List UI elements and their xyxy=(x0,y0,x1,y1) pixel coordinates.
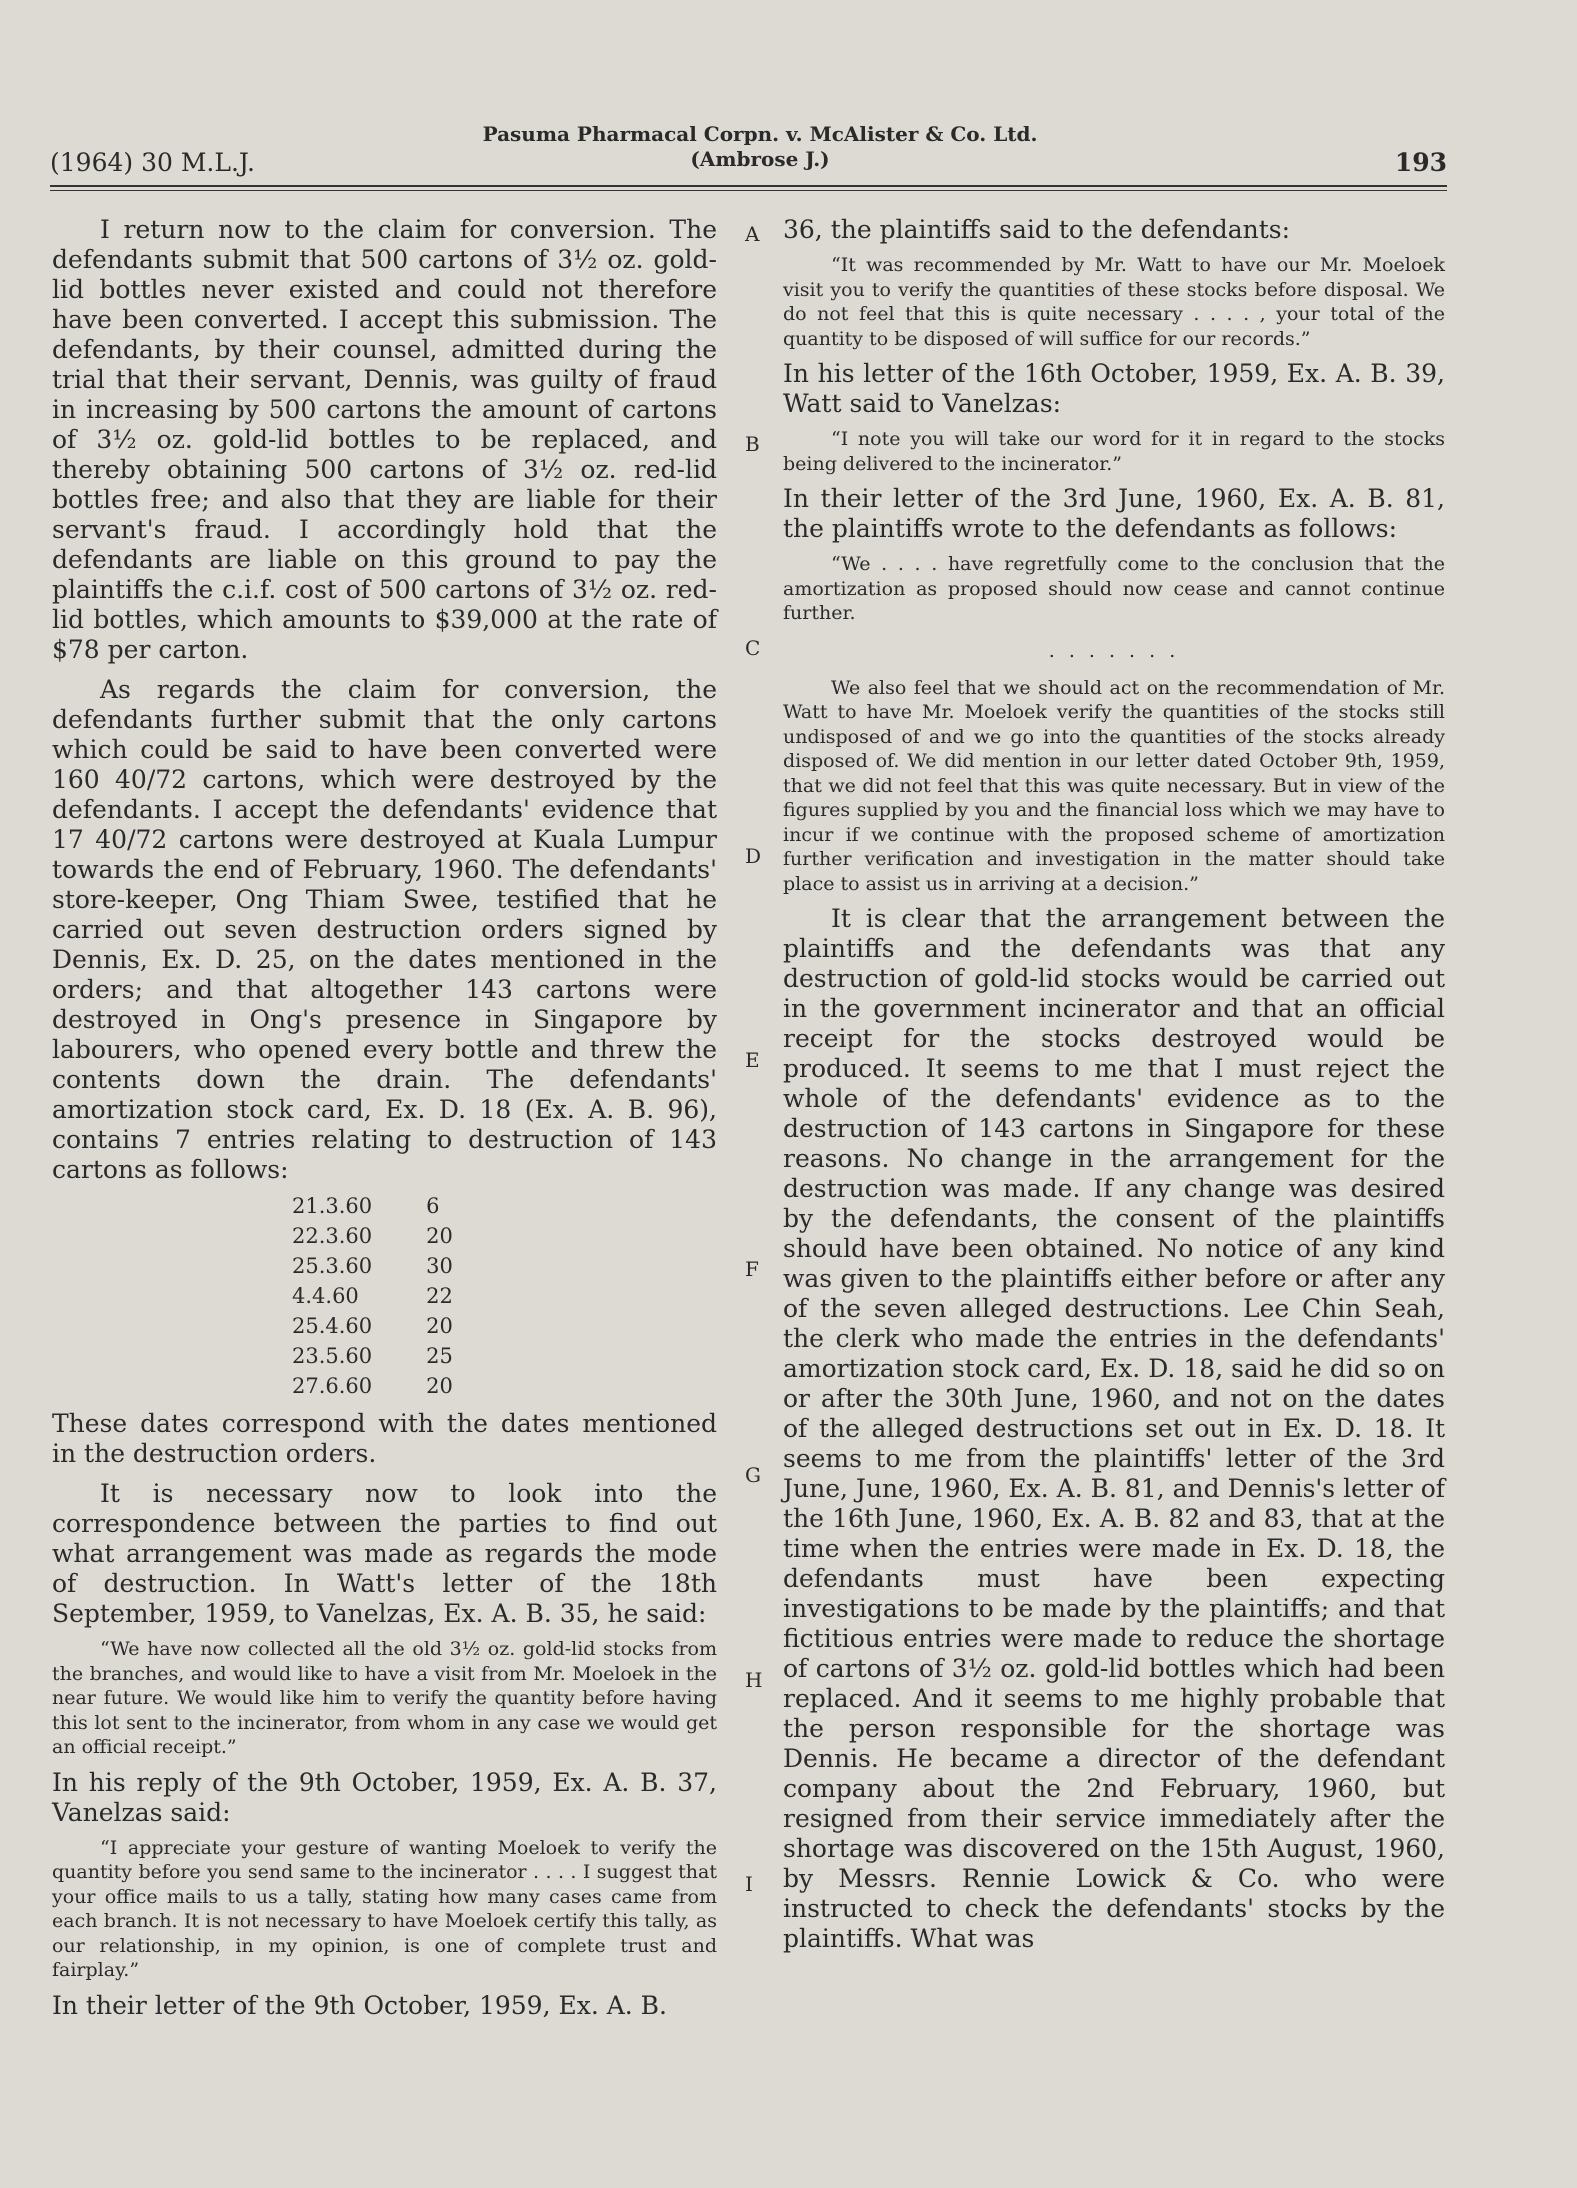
block-quote: “We . . . . have regretfully come to the conclusion that the amortization as proposed should now cease and cannot continue further. xyxy=(783,553,1445,624)
margin-letter-g: G xyxy=(745,1463,761,1487)
count-cell: 20 xyxy=(426,1224,453,1248)
date-cell: 4.4.60 xyxy=(292,1284,359,1308)
date-cell: 27.6.60 xyxy=(292,1374,373,1398)
header-rule xyxy=(50,185,1447,191)
count-cell: 20 xyxy=(426,1314,453,1338)
date-cell: 23.5.60 xyxy=(292,1344,373,1368)
margin-letter-b: B xyxy=(745,432,760,456)
table-row xyxy=(292,1251,453,1281)
margin-letter-d: D xyxy=(745,844,762,868)
destruction-dates-table xyxy=(292,1191,453,1401)
paragraph: It is necessary now to look into the correspondence between the parties to find out what arrangement was made as regards the mode of destruction. In Watt's letter of the 18th September, 1959, to Vanelzas, Ex. A. B. 35, he said: xyxy=(52,1479,717,1628)
margin-letter-e: E xyxy=(745,1048,760,1072)
count-cell: 20 xyxy=(426,1374,453,1398)
date-cell: 25.3.60 xyxy=(292,1254,373,1278)
count-cell: 22 xyxy=(426,1284,453,1308)
table-row xyxy=(292,1341,453,1371)
count-cell: 25 xyxy=(426,1344,453,1368)
paragraph: As regards the claim for conversion, the defendants further submit that the only cartons which could be said to have been converted were 160 40/72 cartons, which were destroyed by the defendants. I accept the defendants' evidence that 17 40/72 cartons were destroyed at Kuala Lumpur towards the end of February, 1960. The defendants' store-keeper, Ong Thiam Swee, testified that he carried out seven destruction orders signed by Dennis, Ex. D. 25, on the dates mentioned in the orders; and that altogether 143 cartons were destroyed in Ong's presence in Singapore by labourers, who opened every bottle and threw the contents down the drain. The defendants' amortization stock card, Ex. D. 18 (Ex. A. B. 96), contains 7 entries relating to destruction of 143 cartons as follows: xyxy=(52,675,717,1184)
paragraph: 36, the plaintiffs said to the defendants: xyxy=(783,215,1291,244)
page-number: 193 xyxy=(1394,148,1447,177)
page-header xyxy=(50,108,1447,188)
paragraph: I return now to the claim for conversion. The defendants submit that 500 cartons of 3½ oz. gold-lid bottles never existed and could not therefore have been converted. I accept this submission. The defendants, by their counsel, admitted during the trial that their servant, Dennis, was guilty of fraud in increasing by 500 cartons the amount of cartons of 3½ oz. gold-lid bottles to be replaced, and thereby obtaining 500 cartons of 3½ oz. red-lid bottles free; and also that they are liable for their servant's fraud. I accordingly hold that the defendants are liable on this ground to pay the plaintiffs the c.i.f. cost of 500 cartons of 3½ oz. red-lid bottles, which amounts to $39,000 at the rate of $78 per carton. xyxy=(52,215,717,664)
block-quote: “I note you will take our word for it in regard to the stocks being delivered to the incinerator.” xyxy=(783,428,1445,475)
block-quote: “We have now collected all the old 3½ oz. gold-lid stocks from the branches, and would like to have a visit from Mr. Moeloek in the near future. We would like him to verify the quantity before having this lot sent to the incinerator, from whom in any case we would get an official receipt.” xyxy=(52,1638,717,1758)
ellipsis-dots: . . . . . . . xyxy=(1048,639,1180,662)
margin-letter-c: C xyxy=(745,636,761,660)
case-title: Pasuma Pharmacal Corpn. v. McAlister & Co. Ltd. xyxy=(482,122,1038,146)
table-row xyxy=(292,1191,453,1221)
date-cell: 21.3.60 xyxy=(292,1194,373,1218)
table-row xyxy=(292,1281,453,1311)
margin-letter-f: F xyxy=(745,1257,759,1281)
block-quote: “It was recommended by Mr. Watt to have our Mr. Moeloek visit you to verify the quantities of these stocks before disposal. We do not feel that this is quite necessary . . . . , your total of the quantity to be disposed of will suffice for our records.” xyxy=(783,254,1445,350)
block-quote: “I appreciate your gesture of wanting Moeloek to verify the quantity before you send same to the incinerator . . . . I suggest that your office mails to us a tally, stating how many cases came from each branch. It is not necessary to have Moeloek certify this tally, as our relationship, in my opinion, is one of complete trust and fairplay.” xyxy=(52,1836,717,1981)
paragraph: It is clear that the arrangement between the plaintiffs and the defendants was that any destruction of gold-lid stocks would be carried out in the government incinerator and that an official receipt for the stocks destroyed would be produced. It seems to me that I must reject the whole of the defendants' evidence as to the destruction of 143 cartons in Singapore for these reasons. No change in the arrangement for the destruction was made. If any change was desired by the defendants, the consent of the plaintiffs should have been obtained. No notice of any kind was given to the plaintiffs either before or after any of the seven alleged destructions. Lee Chin Seah, the clerk who made the entries in the defendants' amortization stock card, Ex. D. 18, said he did so on or after the 30th June, 1960, and not on the dates of the alleged destructions set out in Ex. D. 18. It seems to me from the plaintiffs' letter of the 3rd June, June, 1960, Ex. A. B. 81, and Dennis's letter of the 16th June, 1960, Ex. A. B. 82 and 83, that at the time when the entries were made in Ex. D. 18, the defendants must have been expecting investigations to be made by the plaintiffs; and that fictitious entries were made to reduce the shortage of cartons of 3½ oz. gold-lid bottles which had been replaced. And it seems to me highly probable that the person responsible for the shortage was Dennis. He became a director of the defendant company about the 2nd February, 1960, but resigned from their service immediately after the shortage was discovered on the 15th August, 1960, by Messrs. Rennie Lowick & Co. who were instructed to check the defendants' stocks by the plaintiffs. What was xyxy=(783,904,1445,1953)
count-cell: 6 xyxy=(426,1194,440,1218)
table-row xyxy=(292,1371,453,1401)
date-cell: 25.4.60 xyxy=(292,1314,373,1338)
paragraph: In his reply of the 9th October, 1959, Ex. A. B. 37, Vanelzas said: xyxy=(52,1767,717,1827)
paragraph: In their letter of the 9th October, 1959, Ex. A. B. xyxy=(52,1990,667,2020)
left-column xyxy=(52,215,717,2021)
table-row xyxy=(292,1311,453,1341)
margin-letter-i: I xyxy=(745,1872,753,1896)
judge-name: (Ambrose J.) xyxy=(690,147,830,171)
block-quote: We also feel that we should act on the recommendation of Mr. Watt to have Mr. Moeloek verify the quantities of the stocks still undisposed of and we go into the quantities of the stocks already disposed of. We did mention in our letter dated October 9th, 1959, that we did not feel that this was quite necessary. But in view of the figures supplied by you and the financial loss which we may have to incur if we continue with the proposed scheme of amortization further verification and investigation in the matter should take place to assist us in arriving at a decision.” xyxy=(783,676,1445,895)
paragraph: In his letter of the 16th October, 1959, Ex. A. B. 39, Watt said to Vanelzas: xyxy=(783,359,1445,418)
paragraph: In their letter of the 3rd June, 1960, Ex. A. B. 81, the plaintiffs wrote to the defendants as follows: xyxy=(783,484,1445,543)
running-head xyxy=(380,122,1140,172)
count-cell: 30 xyxy=(426,1254,453,1278)
report-citation: (1964) 30 M.L.J. xyxy=(50,148,255,177)
table-row xyxy=(292,1221,453,1251)
margin-letter-a: A xyxy=(745,222,760,246)
date-cell: 22.3.60 xyxy=(292,1224,373,1248)
margin-letter-h: H xyxy=(745,1668,763,1692)
right-column xyxy=(783,215,1445,1954)
paragraph: These dates correspond with the dates mentioned in the destruction orders. xyxy=(52,1409,717,1468)
